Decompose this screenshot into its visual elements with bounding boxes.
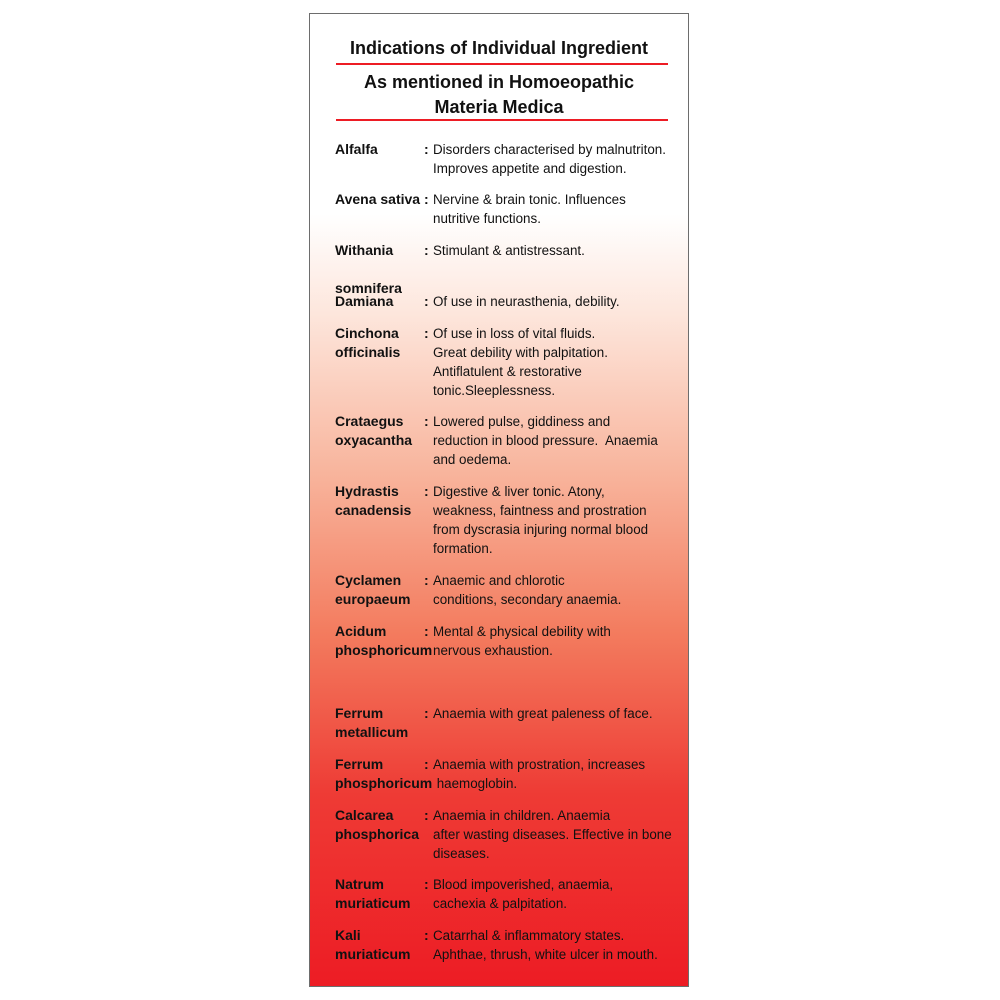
ingredient-name	[335, 926, 435, 964]
ingredient-name-line: Acidum	[335, 623, 387, 639]
indication-line: diseases.	[433, 846, 490, 861]
ingredient-name	[335, 241, 435, 298]
indication-line: nutritive functions.	[433, 211, 541, 226]
ingredient-name-line: officinalis	[335, 344, 401, 360]
entry-colon: :	[424, 572, 429, 588]
ingredient-name-line: muriaticum	[335, 895, 411, 911]
indication-line: Great debility with palpitation.	[433, 345, 608, 360]
ingredient-name	[335, 190, 435, 209]
ingredient-indication	[433, 806, 678, 863]
ingredient-indication	[433, 140, 678, 178]
indication-line: formation.	[433, 541, 493, 556]
indication-line: conditions, secondary anaemia.	[433, 592, 622, 607]
ingredient-name-line: Avena sativa	[335, 191, 421, 207]
subtitle-divider	[336, 119, 668, 121]
indication-line: Of use in neurasthenia, debility.	[433, 294, 620, 309]
ingredient-name	[335, 704, 435, 742]
ingredient-name	[335, 875, 435, 913]
title-divider	[336, 63, 668, 65]
indication-line: Nervine & brain tonic. Influences	[433, 192, 626, 207]
ingredient-name-line: somnifera	[335, 280, 402, 296]
ingredient-name-line: Natrum	[335, 876, 385, 892]
ingredient-name	[335, 412, 435, 450]
indication-line: Disorders characterised by malnutriton.	[433, 142, 666, 157]
ingredient-name-line: Ferrum	[335, 705, 384, 721]
ingredient-name-line: muriaticum	[335, 946, 411, 962]
ingredient-name-line: metallicum	[335, 724, 409, 740]
subtitle-line-1: As mentioned in Homoeopathic	[363, 72, 635, 92]
entry-colon: :	[424, 242, 429, 258]
ingredient-name	[335, 806, 435, 844]
ingredient-name-line: phosphorica	[335, 826, 420, 842]
indication-line: Catarrhal & inflammatory states.	[433, 928, 625, 943]
ingredient-name	[335, 292, 435, 311]
indication-line: Lowered pulse, giddiness and	[433, 414, 611, 429]
ingredient-name-line: Hydrastis	[335, 483, 399, 499]
ingredient-name	[335, 482, 435, 520]
indication-line: tonic.Sleeplessness.	[433, 383, 556, 398]
indication-line: Aphthae, thrush, white ulcer in mouth.	[433, 947, 658, 962]
ingredient-indication	[433, 926, 678, 964]
entry-colon: :	[424, 876, 429, 892]
panel-subtitle	[310, 70, 688, 120]
ingredient-name-line: phosphoricum	[335, 775, 433, 791]
indication-line: Stimulant & antistressant.	[433, 243, 585, 258]
entry-colon: :	[424, 293, 429, 309]
ingredient-name-line: europaeum	[335, 591, 411, 607]
entry-colon: :	[424, 927, 429, 943]
ingredient-indication	[433, 482, 678, 558]
ingredient-name-line: oxyacantha	[335, 432, 413, 448]
indication-line: Anaemia in children. Anaemia	[433, 808, 611, 823]
indication-line: cachexia & palpitation.	[433, 896, 567, 911]
ingredient-indication	[433, 241, 678, 260]
ingredient-name-line: Withania	[335, 242, 394, 258]
entry-colon: :	[424, 413, 429, 429]
indication-line: Antiflatulent & restorative	[433, 364, 582, 379]
indication-line: Mental & physical debility with	[433, 624, 611, 639]
indication-line: from dyscrasia injuring normal blood	[433, 522, 649, 537]
ingredient-name-line: Ferrum	[335, 756, 384, 772]
ingredient-indication	[433, 412, 678, 469]
indication-line: Improves appetite and digestion.	[433, 161, 627, 176]
entry-colon: :	[424, 705, 429, 721]
subtitle-line-2: Materia Medica	[434, 97, 564, 117]
indication-line: Anaemic and chlorotic	[433, 573, 565, 588]
ingredient-panel	[309, 13, 689, 987]
ingredient-name-line: Cinchona	[335, 325, 399, 341]
ingredient-name-line: Cyclamen	[335, 572, 402, 588]
indication-line: nervous exhaustion.	[433, 643, 553, 658]
ingredient-indication	[433, 704, 678, 723]
ingredient-indication	[433, 755, 678, 793]
ingredient-name-line: Crataegus	[335, 413, 404, 429]
indication-line: reduction in blood pressure. Anaemia	[433, 433, 658, 448]
entry-colon: :	[424, 141, 429, 157]
ingredient-name	[335, 755, 435, 793]
ingredient-indication	[433, 190, 678, 228]
indication-line: Digestive & liver tonic. Atony,	[433, 484, 605, 499]
entry-colon: :	[424, 807, 429, 823]
indication-line: Blood impoverished, anaemia,	[433, 877, 614, 892]
ingredient-indication	[433, 622, 678, 660]
indication-line: weakness, faintness and prostration	[433, 503, 647, 518]
entry-colon: :	[424, 191, 429, 207]
ingredient-name	[335, 622, 435, 660]
indication-line: Anaemia with prostration, increases	[433, 757, 646, 772]
ingredient-name	[335, 571, 435, 609]
ingredient-indication	[433, 292, 678, 311]
panel-title: Indications of Individual Ingredient	[349, 38, 648, 58]
indication-line: Anaemia with great paleness of face.	[433, 706, 653, 721]
ingredient-name-line: phosphoricum	[335, 642, 433, 658]
ingredient-name-line: Damiana	[335, 293, 394, 309]
indication-line: after wasting diseases. Effective in bone	[433, 827, 672, 842]
ingredient-name-line: canadensis	[335, 502, 412, 518]
entry-colon: :	[424, 623, 429, 639]
entry-colon: :	[424, 483, 429, 499]
ingredient-name	[335, 324, 435, 362]
ingredient-name	[335, 140, 435, 159]
ingredient-indication	[433, 324, 678, 400]
entry-colon: :	[424, 325, 429, 341]
indication-line: Of use in loss of vital fluids.	[433, 326, 596, 341]
indication-line: and oedema.	[433, 452, 512, 467]
ingredient-indication	[433, 875, 678, 913]
entry-colon: :	[424, 756, 429, 772]
ingredient-name-line: Calcarea	[335, 807, 394, 823]
indication-line: haemoglobin.	[433, 776, 518, 791]
ingredient-indication	[433, 571, 678, 609]
ingredient-name-line: Alfalfa	[335, 141, 378, 157]
ingredient-name-line: Kali	[335, 927, 361, 943]
